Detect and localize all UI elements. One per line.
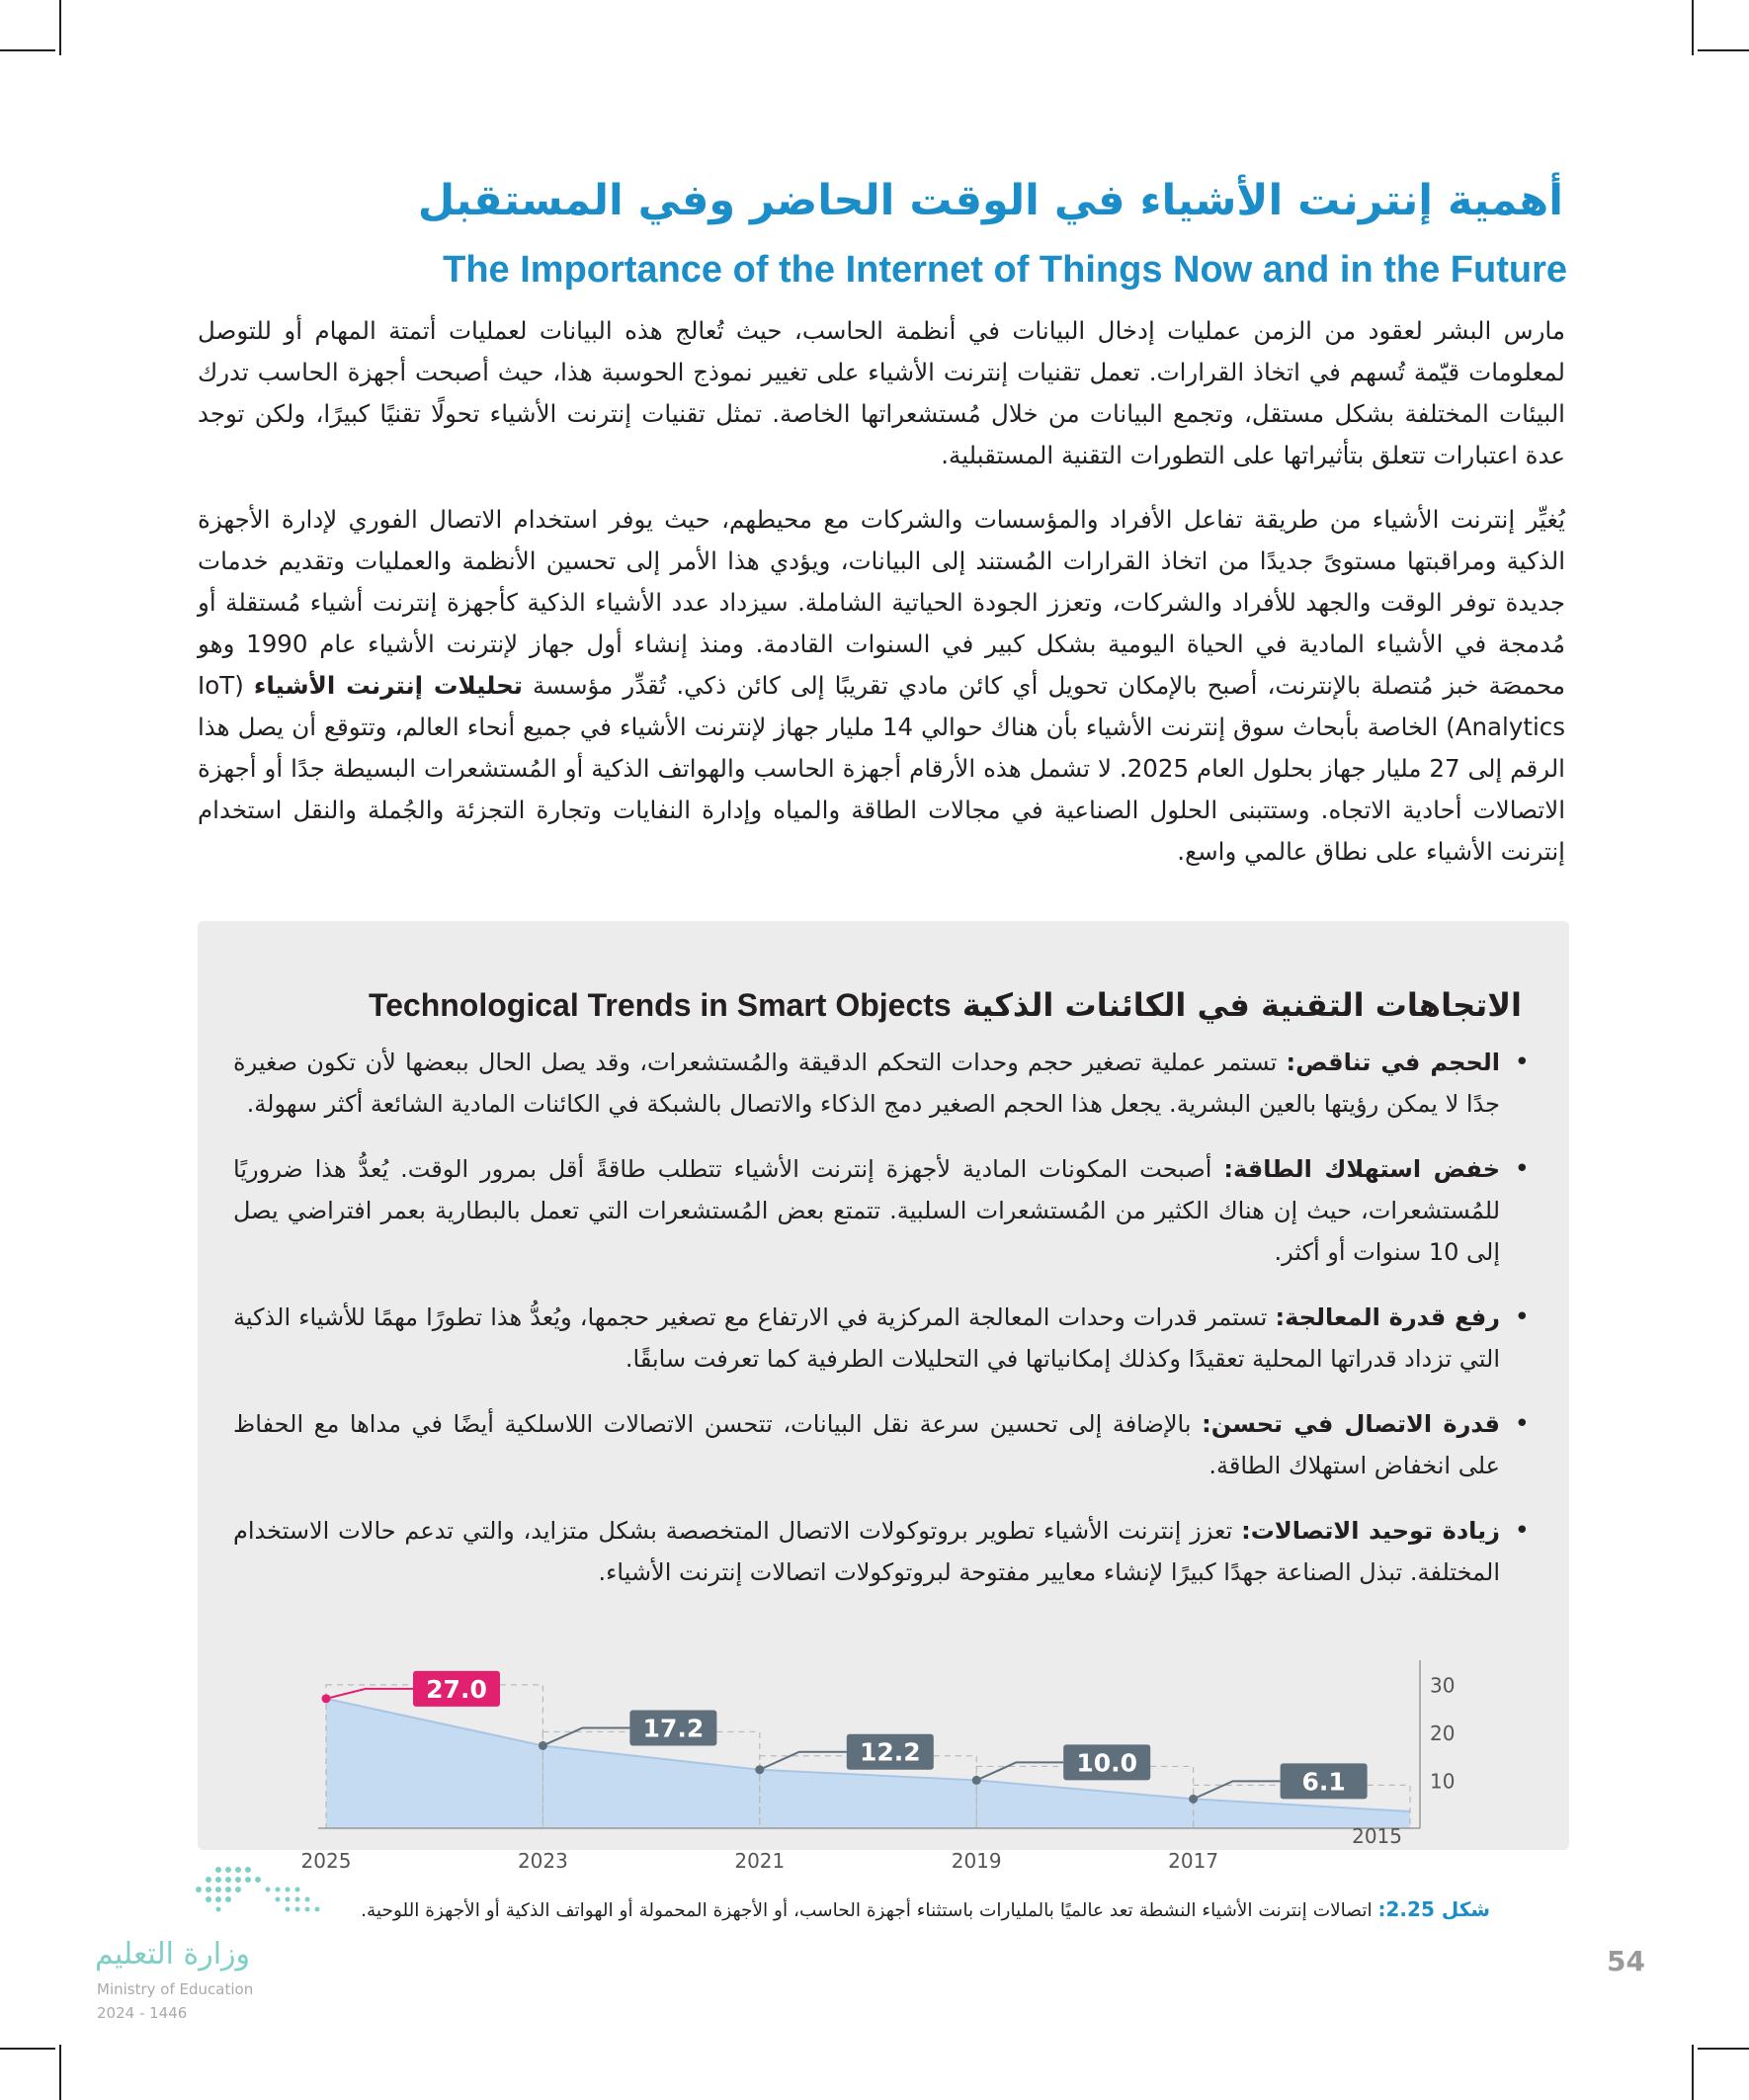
x-tick-label: 2015 <box>1352 1824 1402 1848</box>
x-tick-label: 2025 <box>300 1849 352 1873</box>
item-label: قدرة الاتصال في تحسن: <box>1202 1410 1500 1438</box>
label-leader <box>542 1727 629 1745</box>
item-label: رفع قدرة المعالجة: <box>1275 1303 1500 1331</box>
item-text: تستمر عملية تصغير حجم وحدات التحكم الدقيقة والمُستشعرات، وقد يصل الحال ببعضها لأن تكون صغيرة جدًا لا يمكن رؤيتها بالعين البشرية. يجعل هذا الحجم الصغير دمج الذكاء والاتصال بالشبكة في الكائنات المادية الشائعة أكثر سهولة. <box>233 1049 1500 1118</box>
data-point <box>755 1765 764 1774</box>
crop-mark <box>59 0 61 55</box>
list-item <box>233 1297 1530 1380</box>
list-item <box>233 1403 1530 1486</box>
ministry-name-arabic: وزارة التعليم <box>95 1937 251 1972</box>
edition-year: 2024 - 1446 <box>97 2004 188 2022</box>
data-point <box>539 1741 547 1750</box>
figure-caption <box>227 1897 1490 1929</box>
trends-list <box>233 1042 1530 1617</box>
y-tick-label: 20 <box>1430 1721 1456 1745</box>
crop-mark <box>0 2048 55 2050</box>
crop-mark <box>1692 0 1694 55</box>
item-label: الحجم في تناقص: <box>1286 1049 1501 1076</box>
data-point <box>972 1776 981 1785</box>
x-tick-label: 2017 <box>1168 1849 1219 1873</box>
data-label: 10.0 <box>1076 1748 1138 1778</box>
ministry-name-english: Ministry of Education <box>97 1980 254 1998</box>
trends-title-arabic: الاتجاهات التقنية في الكائنات الذكية <box>961 986 1522 1024</box>
crop-mark <box>59 2045 61 2100</box>
section-title-english: The Importance of the Internet of Things Now and in the Future <box>443 249 1567 291</box>
list-item <box>233 1148 1530 1273</box>
data-label: 6.1 <box>1301 1767 1346 1797</box>
label-leader <box>760 1752 847 1770</box>
page-number: 54 <box>1607 1945 1645 1977</box>
paragraph-text-start: يُغيِّر إنترنت الأشياء من طريقة تفاعل الأفراد والمؤسسات والشركات مع محيطهم، حيث يوفر استخدام الاتصال الفوري لإدارة الأجهزة الذكية ومراقبتها مستوىً جديدًا من اتخاذ القرارات المُستند إلى البيانات، ويؤدي هذا الأمر إلى تحسين الأنظمة والعمليات وتقديم خدمات جديدة توفر الوقت والجهد للأفراد والشركات، وتعزز الجودة الحياتية الشاملة. سيزداد عدد الأشياء الذكية كأجهزة إنترنت أشياء مُستقلة أو مُدمجة في الأشياء المادية في الحياة اليومية بشكل كبير في السنوات القادمة. ومنذ إنشاء أول جهاز لإنترنت الأشياء عام 1990 وهو محمصَة خبز مُتصلة بالإنترنت، أصبح بالإمكان تحويل أي كائن مادي تقريبًا إلى كائن ذكي. تُقدِّر مؤسسة <box>198 505 1565 700</box>
data-point <box>322 1694 331 1703</box>
iot-analytics-term: تحليلات إنترنت الأشياء <box>253 671 523 700</box>
x-tick-label: 2019 <box>951 1849 1002 1873</box>
crop-mark <box>1692 2045 1694 2100</box>
crop-mark <box>1698 2048 1749 2050</box>
data-label: 12.2 <box>859 1737 921 1767</box>
dots-logo-icon <box>179 1860 376 1939</box>
item-text: تستمر قدرات وحدات المعالجة المركزية في الارتفاع مع تصغير حجمها، ويُعدُّ هذا تطورًا مهمًا للأشياء الذكية التي تزداد قدراتها المحلية تعقيدًا وكذلك إمكانياتها في التحليلات الطرفية كما تعرفت سابقًا. <box>233 1303 1500 1373</box>
crop-mark <box>0 49 55 51</box>
item-text: تعزز إنترنت الأشياء تطوير بروتوكولات الاتصال المتخصصة بشكل متزايد، والتي تدعم حالات الاستخدام المختلفة. تبذل الصناعة جهدًا كبيرًا لإنشاء معايير مفتوحة لبروتوكولات اتصالات إنترنت الأشياء. <box>233 1517 1500 1586</box>
intro-paragraph: مارس البشر لعقود من الزمن عمليات إدخال البيانات في أنظمة الحاسب، حيث تُعالج هذه البيانات لعمليات أتمتة المهام أو للتوصل لمعلومات قيّمة تُسهم في اتخاذ القرارات. تعمل تقنيات إنترنت الأشياء على تغيير نموذج الحوسبة هذا، حيث أصبحت أجهزة الحاسب تدرك البيئات المختلفة بشكل مستقل، وتجمع البيانات من خلال مُستشعراتها الخاصة. تمثل تقنيات إنترنت الأشياء تحولًا تقنيًا كبيرًا، ولكن توجد عدة اعتبارات تتعلق بتأثيراتها على التطورات التقنية المستقبلية. <box>198 316 1565 469</box>
y-tick-label: 10 <box>1430 1769 1456 1794</box>
item-label: زيادة توحيد الاتصالات: <box>1241 1517 1500 1545</box>
data-label: 27.0 <box>426 1674 487 1704</box>
trends-title <box>296 986 1522 1032</box>
paragraph-text-end: (IoT Analytics) الخاصة بأبحاث سوق إنترنت الأشياء بأن هناك حوالي 14 مليار جهاز لإنترنت الأشياء في جميع أنحاء العالم، وتتوقع أن يصل هذا الرقم إلى 27 مليار جهاز بحلول العام 2025. لا تشمل هذه الأرقام أجهزة الحاسب والهواتف الذكية أو المُستشعرات البسيطة جدًا أو أجهزة الاتصالات أحادية الاتجاه. وستتبنى الحلول الصناعية في مجالات الطاقة والمياه وإدارة النفايات وتجارة التجزئة والجُملة والنقل استخدام إنترنت الأشياء على نطاق عالمي واسع. <box>198 671 1565 866</box>
crop-mark <box>1698 49 1749 51</box>
caption-number: شكل 2.25: <box>1377 1897 1490 1921</box>
y-tick-label: 30 <box>1430 1673 1456 1698</box>
iot-connections-chart <box>296 1640 1541 1873</box>
caption-text: اتصالات إنترنت الأشياء النشطة تعد عالميًا بالمليارات باستثناء أجهزة الحاسب، أو الأجهزة المحمولة أو الهواتف الذكية أو الأجهزة اللوحية. <box>361 1900 1373 1921</box>
list-item <box>233 1510 1530 1593</box>
label-leader <box>1194 1781 1281 1799</box>
data-label: 17.2 <box>642 1714 705 1743</box>
item-text: أصبحت المكونات المادية لأجهزة إنترنت الأشياء تتطلب طاقةً أقل بمرور الوقت. يُعدُّ هذا ضروريًا للمُستشعرات، حيث إن هناك الكثير من المُستشعرات السلبية. تتمتع بعض المُستشعرات التي تعمل بالبطارية بعمر افتراضي يصل إلى 10 سنوات أو أكثر. <box>233 1155 1500 1266</box>
item-text: بالإضافة إلى تحسين سرعة نقل البيانات، تتحسن الاتصالات اللاسلكية أيضًا في مداها مع الحفاظ على انخفاض استهلاك الطاقة. <box>233 1410 1500 1479</box>
ministry-logo <box>95 1860 322 2038</box>
data-point <box>1189 1795 1198 1804</box>
trends-title-english: Technological Trends in Smart Objects <box>368 987 952 1023</box>
label-leader <box>326 1689 413 1699</box>
label-leader <box>976 1762 1063 1780</box>
body-paragraph <box>198 499 1565 873</box>
x-tick-label: 2023 <box>517 1849 568 1873</box>
section-title-arabic: أهمية إنترنت الأشياء في الوقت الحاضر وفي المستقبل <box>417 176 1563 225</box>
item-label: خفض استهلاك الطاقة: <box>1223 1155 1500 1183</box>
list-item <box>233 1042 1530 1125</box>
x-tick-label: 2021 <box>734 1849 786 1873</box>
